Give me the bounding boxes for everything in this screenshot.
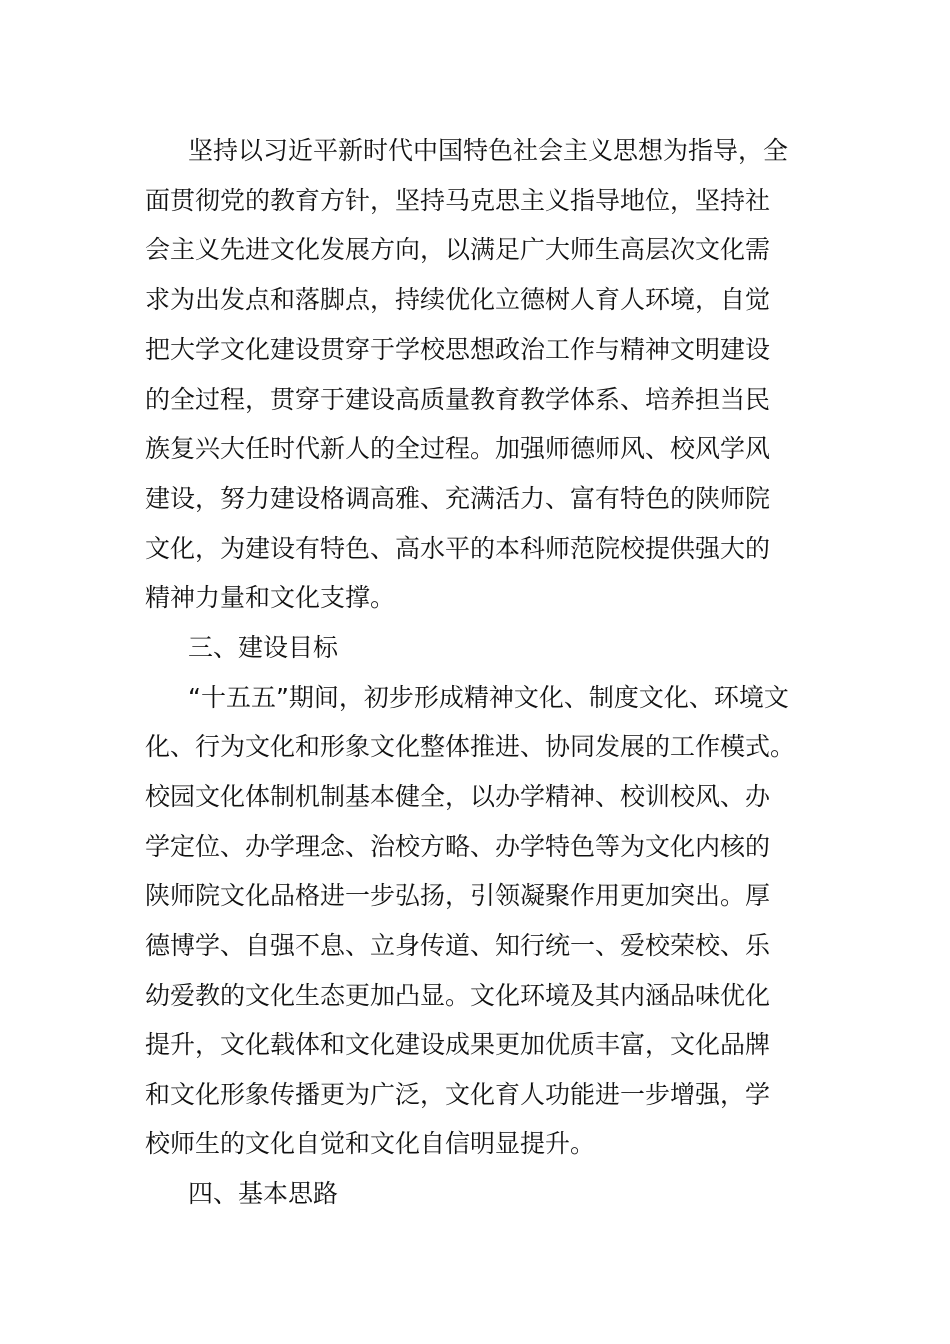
paragraph-line: 学定位、办学理念、治校方略、办学特色等为文化内核的 [145,832,771,861]
section-heading: 三、建设目标 [188,633,339,662]
paragraph-line: 精神力量和文化支撑。 [145,583,396,612]
paragraph-line: 幼爱教的文化生态更加凸显。文化环境及其内涵品味优化 [145,981,771,1010]
paragraph-line: 的全过程，贯穿于建设高质量教育教学体系、培养担当民 [145,385,771,414]
paragraph-line: 陕师院文化品格进一步弘扬，引领凝聚作用更加突出。厚 [145,881,771,910]
paragraph-line: 文化，为建设有特色、高水平的本科师范院校提供强大的 [145,534,771,563]
paragraph-line: 求为出发点和落脚点，持续优化立德树人育人环境，自觉 [145,285,771,314]
section-heading: 四、基本思路 [188,1179,339,1208]
paragraph-line: 会主义先进文化发展方向，以满足广大师生高层次文化需 [145,235,771,264]
paragraph-line: “十五五”期间，初步形成精神文化、制度文化、环境文 [188,683,789,712]
paragraph-line: 化、行为文化和形象文化整体推进、协同发展的工作模式。 [145,732,796,761]
paragraph-line: 把大学文化建设贯穿于学校思想政治工作与精神文明建设 [145,335,771,364]
paragraph-line: 校园文化体制机制基本健全，以办学精神、校训校风、办 [145,782,771,811]
paragraph-line: 族复兴大任时代新人的全过程。加强师德师风、校风学风 [145,434,771,463]
paragraph-line: 坚持以习近平新时代中国特色社会主义思想为指导，全 [188,136,789,165]
paragraph-line: 面贯彻党的教育方针，坚持马克思主义指导地位，坚持社 [145,186,771,215]
paragraph-line: 建设，努力建设格调高雅、充满活力、富有特色的陕师院 [145,484,771,513]
paragraph-line: 和文化形象传播更为广泛，文化育人功能进一步增强，学 [145,1080,771,1109]
paragraph-line: 校师生的文化自觉和文化自信明显提升。 [145,1129,596,1158]
paragraph-line: 提升，文化载体和文化建设成果更加优质丰富，文化品牌 [145,1030,771,1059]
paragraph-line: 德博学、自强不息、立身传道、知行统一、爱校荣校、乐 [145,931,771,960]
